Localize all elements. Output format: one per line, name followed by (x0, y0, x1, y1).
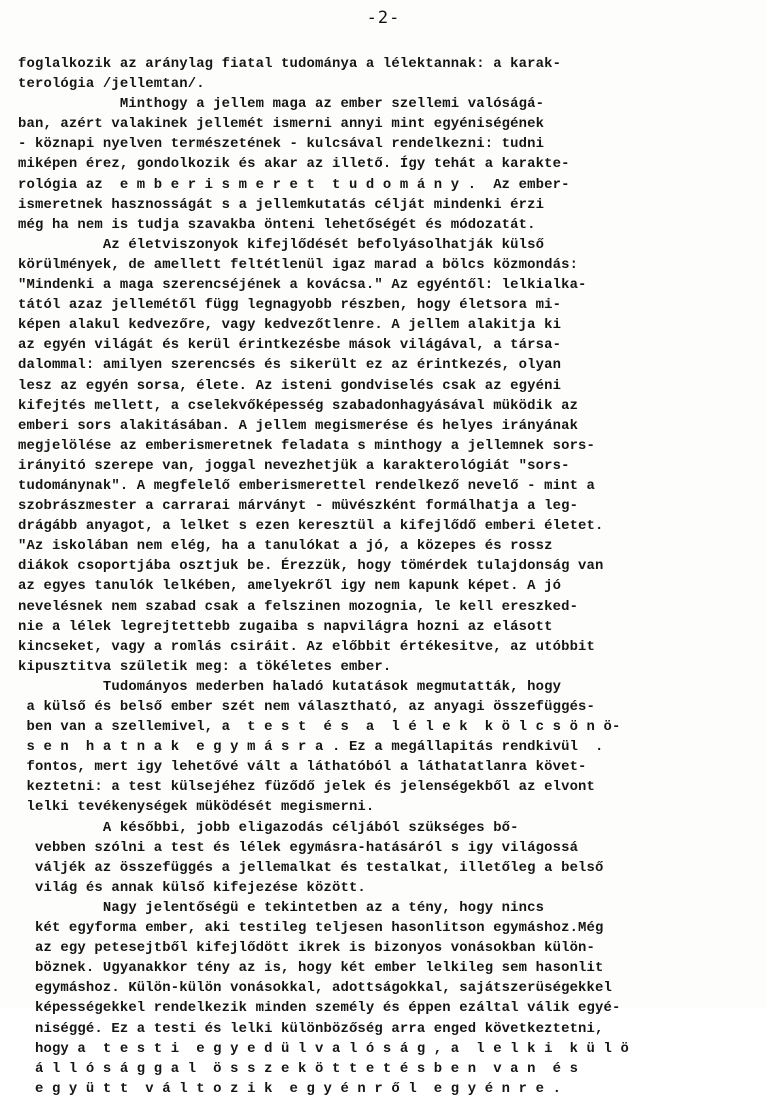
text-line: "Az iskolában nem elég, ha a tanulókat a jó, a közepes és rossz (18, 538, 553, 555)
text-line: "Mindenki a maga szerencséjének a kovácsa." Az egyéntől: lelkialka- (18, 277, 587, 294)
text-line: böznek. Ugyanakkor tény az is, hogy két ember lelkileg sem hasonlit (18, 960, 604, 977)
text-line: az egy petesejtből kifejlődött ikrek is bizonyos vonásokban külön- (18, 940, 596, 957)
text-line: nie a lélek legrejtettebb zugaiba s napvilágra hozni az elásott (18, 618, 553, 635)
text-line: kipusztitva születik meg: a tökéletes ember. (18, 658, 392, 675)
text-line: egymáshoz. Külön-külön vonásokkal, adottságokkal, sajátszerüségekkel (18, 980, 613, 997)
body-text (18, 54, 758, 1099)
text-line: tától azaz jellemétől függ legnagyobb részben, hogy életsora mi- (18, 297, 562, 314)
text-line: terológia /jellemtan/. (18, 76, 205, 93)
text-line: A későbbi, jobb eligazodás céljából szükséges bő- (18, 819, 519, 836)
text-line: Az életviszonyok kifejlődését befolyásolhatják külső (18, 236, 545, 253)
text-line: ben van a szellemivel, a t e s t é s a l é l e k k ö l c s ö n ö- (18, 719, 621, 736)
text-line: kincseket, vagy a romlás csiráit. Az előbbit értékesitve, az utóbbit (18, 638, 596, 655)
text-line: tudománynak". A megfelelő emberismerettel rendelkező nevelő - mint a (18, 477, 596, 494)
text-line: hogy a t e s t i e g y e d ü l v a l ó s á g , a l e l k i k ü l ö (18, 1040, 629, 1057)
text-line: kifejtés mellett, a cselekvőképesség szabadonhagyásával müködik az (18, 397, 579, 414)
text-line: az egyén világát és kerül érintkezésbe mások világával, a társa- (18, 337, 562, 354)
text-line: keztetni: a test külsejéhez füződő jelek és jelenségekből az elvont (18, 779, 596, 796)
text-line: még ha nem is tudja szavakba önteni lehetőségét és módozatát. (18, 216, 536, 233)
text-line: ban, azért valakinek jellemét ismerni annyi mint egyéniségének (18, 116, 545, 133)
text-line: s e n h a t n a k e g y m á s r a . Ez a megállapitás rendkivül . (18, 739, 604, 756)
text-line: niséggé. Ez a testi és lelki különbözőség arra enged következtetni, (18, 1020, 604, 1037)
text-line: irányitó szerepe van, joggal nevezhetjük a karakterológiát "sors- (18, 457, 570, 474)
text-line: rológia az e m b e r i s m e r e t t u d o m á n y . Az ember- (18, 176, 570, 193)
text-line: két egyforma ember, aki testileg teljesen hasonlitson egymáshoz.Még (18, 920, 604, 937)
text-line: lelki tevékenységek müködését megismerni. (18, 799, 375, 816)
text-line: á l l ó s á g g a l ö s s z e k ö t t e t é s b e n v a n é s (18, 1060, 579, 1077)
text-line: emberi sors alakitásában. A jellem megismerése és helyes irányának (18, 417, 579, 434)
text-line: Tudományos mederben haladó kutatások megmutatták, hogy (18, 678, 562, 695)
text-line: szobrászmester a carrarai márványt - müvészként formálhatja a leg- (18, 498, 579, 515)
text-line: nevelésnek nem szabad csak a felszinen mozognia, le kell ereszked- (18, 598, 579, 615)
text-line: Nagy jelentőségü e tekintetben az a tény, hogy nincs (18, 899, 545, 916)
text-line: e g y ü t t v á l t o z i k e g y é n r ő l e g y é n r e . (18, 1080, 562, 1097)
text-line: fontos, mert igy lehetővé vált a láthatóból a láthatatlanra követ- (18, 759, 587, 776)
text-line: a külső és belső ember szét nem választható, az anyagi összefüggés- (18, 699, 596, 715)
text-line: ismeretnek hasznosságát s a jellemkutatás célját mindenki érzi (18, 196, 545, 213)
text-line: drágább anyagot, a lelket s ezen keresztül a kifejlődő emberi életet. (18, 518, 604, 535)
text-line: diákok csoportjába osztjuk be. Érezzük, hogy tömérdek tulajdonság van (18, 558, 604, 575)
text-line: világ és annak külső kifejezése között. (18, 879, 366, 896)
text-line: lesz az egyén sorsa, élete. Az isteni gondviselés csak az egyéni (18, 377, 562, 394)
text-line: vebben szólni a test és lélek egymásra-hatásáról s igy világossá (18, 839, 579, 856)
text-line: képességekkel rendelkezik minden személy és éppen ezáltal válik egyé- (18, 1000, 621, 1017)
text-line: képen alakul kedvezőre, vagy kedvezőtlenre. A jellem alakitja ki (18, 317, 562, 334)
text-line: Minthogy a jellem maga az ember szellemi valóságá- (18, 96, 545, 113)
text-line: foglalkozik az aránylag fiatal tudománya a lélektannak: a karak- (18, 56, 562, 72)
text-line: megjelölése az emberismeretnek feladata s minthogy a jellemnek sors- (18, 437, 596, 454)
text-line: körülmények, de amellett feltétlenül igaz marad a bölcs közmondás: (18, 256, 579, 273)
text-line: váljék az összefüggés a jellemalkat és testalkat, illetőleg a belső (18, 859, 604, 876)
text-line: az egyes tanulók lelkében, amelyekről igy nem kapunk képet. A jó (18, 578, 562, 595)
text-line: dalommal: amilyen szerencsés és sikerült ez az érintkezés, olyan (18, 357, 562, 374)
text-line: - köznapi nyelven természetének - kulcsával rendelkezni: tudni (18, 136, 545, 153)
page-number: -2- (366, 8, 401, 28)
text-line: miképen érez, gondolkozik és akar az illető. Így tehát a karakte- (18, 156, 570, 173)
